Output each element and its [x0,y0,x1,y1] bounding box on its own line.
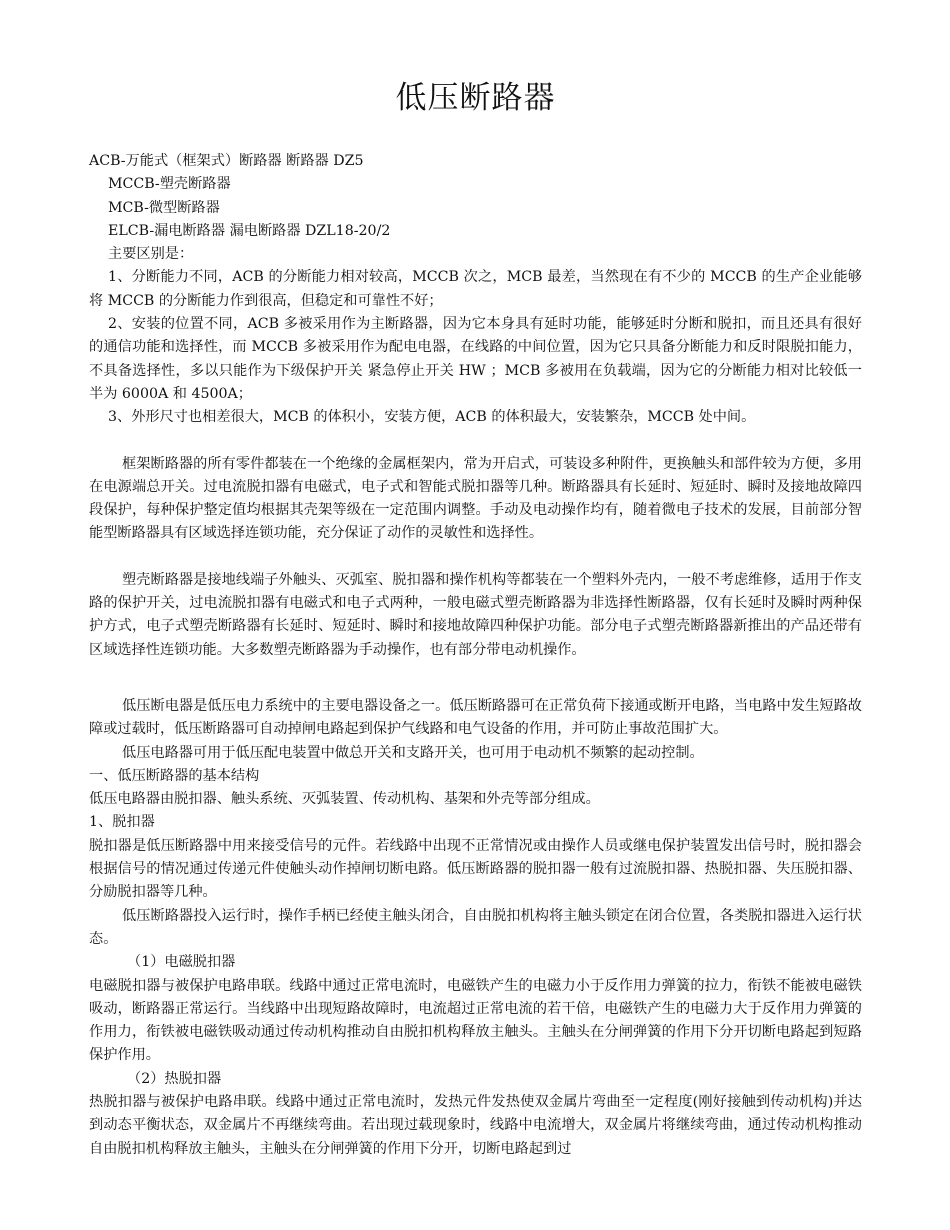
paragraph-release: 脱扣器是低压断路器中用来接受信号的元件。若线路中出现不正常情况或由操作人员或继电保护装置发出信号时，脱扣器会根据信号的情况通过传递元件使触头动作掉闸切断电路。低压断路器的脱扣器一般有过流脱扣器、热脱扣器、失压脱扣器、分励脱扣器等几种。 [89,837,862,901]
paragraph-mcb: MCB-微型断路器 [108,199,220,216]
paragraph-thermal: 热脱扣器与被保护电路串联。线路中通过正常电流时，发热元件发热使双金属片弯曲至一定程度(刚好接触到传动机构)并达到动态平衡状态，双金属片不再继续弯曲。若出现过载现象时，线路中电流增大，双金属片将继续弯曲，通过传动机构推动自由脱扣机构释放主触头，主触头在分闸弹簧的作用下分开，切断电路起到过 [89,1093,862,1157]
paragraph-mccb: MCCB-塑壳断路器 [108,176,231,193]
spacer [89,430,862,453]
paragraph-electromagnetic: 电磁脱扣器与被保护电路串联。线路中通过正常电流时，电磁铁产生的电磁力小于反作用力弹簧的拉力，衔铁不能被电磁铁吸动，断路器正常运行。当线路中出现短路故障时，电流超过正常电流的若干倍，电磁铁产生的电磁力大于反作用力弹簧的作用力，衔铁被电磁铁吸动通过传动机构推动自由脱扣机构释放主触头。主触头在分闸弹簧的作用下分开切断电路起到短路保护作用。 [89,977,862,1064]
paragraph-elcb: ELCB-漏电断路器 漏电断路器 DZL18-20/2 [108,222,391,239]
paragraph-structure: 低压电路器由脱扣器、触头系统、灭弧装置、传动机构、基架和外壳等部分组成。 [89,791,600,808]
paragraph-diff-3: 3、外形尺寸也相差很大，MCB 的体积小，安装方便，ACB 的体积最大，安装繁杂，MCCB 处中间。 [108,409,756,426]
paragraph-diff-2: 2、安装的位置不同，ACB 多被采用作为主断路器，因为它本身具有延时功能，能够延时分断和脱扣，而且还具有很好的通信功能和选择性，而 MCCB 多被采用作为配电电器，在线路的中间位置，因为它只具备分断能力和反时限脱扣能力，不具备选择性，多以只能作为下级保护开关 紧急停止开关 HW ；MCB 多被用在负载端，因为它的分断能力相对比较低一半为 6000A 和 4500A； [89,316,862,402]
section-heading-structure: 一、低压断路器的基本结构 [89,767,260,784]
subheading-electromagnetic: （1）电磁脱扣器 [127,954,236,971]
paragraph-main-diff: 主要区别是： [108,246,194,263]
paragraph-lv-usage: 低压电路器可用于低压配电装置中做总开关和支路开关，也可用于电动机不频繁的起动控制。 [122,744,704,761]
paragraph-molded-case: 塑壳断路器是接地线端子外触头、灭弧室、脱扣器和操作机构等都装在一个塑料外壳内，一般不考虑维修，适用于作支路的保护开关，过电流脱扣器有电磁式和电子式两种，一般电磁式塑壳断路器为非选择性断路器，仅有长延时及瞬时两种保护方式，电子式塑壳断路器有长延时、短延时、瞬时和接地故障四种保护功能。部分电子式塑壳断路器新推出的产品还带有区域选择性连锁功能。大多数塑壳断路器为手动操作，也有部分带电动机操作。 [89,571,862,658]
document-title: 低压断路器 [395,80,556,116]
paragraph-operation: 低压断路器投入运行时，操作手柄已经使主触头闭合，自由脱扣机构将主触头锁定在闭合位置，各类脱扣器进入运行状态。 [89,907,862,947]
paragraph-acb: ACB-万能式（框架式）断路器 断路器 DZ5 [89,153,364,169]
paragraph-diff-1: 1、分断能力不同，ACB 的分断能力相对较高，MCCB 次之，MCB 最差，当然现在有不少的 MCCB 的生产企业能够将 MCCB 的分断能力作到很高，但稳定和可靠性不好； [89,269,862,309]
paragraph-lv-breaker: 低压断电器是低压电力系统中的主要电器设备之一。低压断路器可在正常负荷下接通或断开电路，当电路中发生短路故障或过载时，低压断路器可自动掉闸电路起到保护气线路和电气设备的作用，并可防止事故范围扩大。 [89,697,862,738]
spacer [89,662,862,695]
subheading-thermal: （2）热脱扣器 [127,1070,222,1087]
spacer [89,546,862,569]
document-body [89,150,862,1161]
paragraph-frame-breaker: 框架断路器的所有零件都装在一个绝缘的金属框架内，常为开启式，可装设多种附件，更换触头和部件较为方便，多用在电源端总开关。过电流脱扣器有电磁式，电子式和智能式脱扣器等几种。断路器具有长延时、短延时、瞬时及接地故障四段保护，每种保护整定值均根据其壳架等级在一定范围内调整。手动及电动操作均有，随着微电子技术的发展，目前部分智能型断路器具有区域选择连锁功能，充分保证了动作的灵敏性和选择性。 [89,455,862,542]
section-heading-release: 1、脱扣器 [89,814,155,831]
